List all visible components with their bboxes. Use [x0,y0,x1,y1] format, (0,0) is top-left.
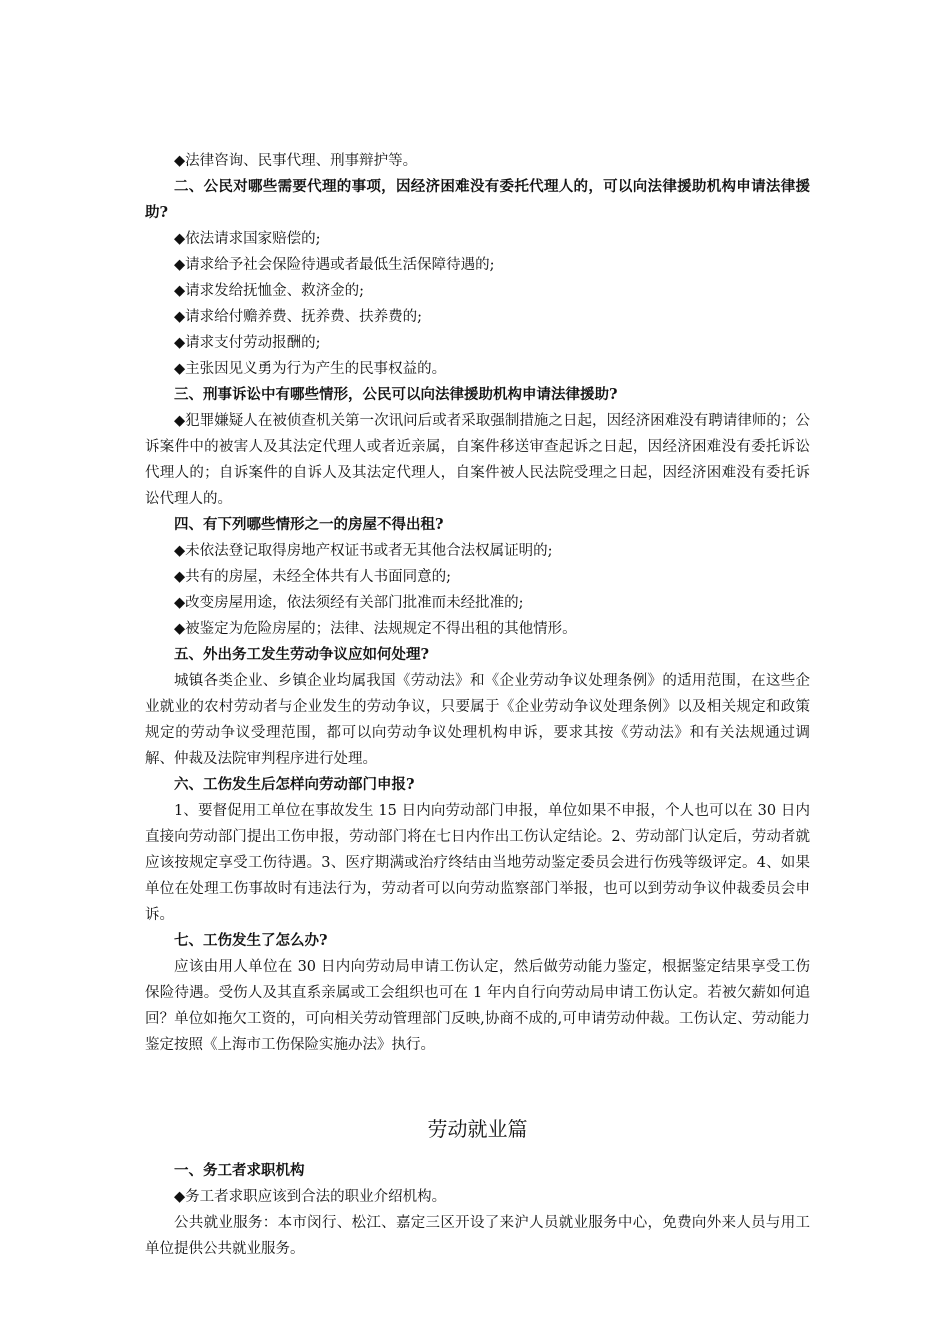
bullet-q2-3: ◆请求发给抚恤金、救济金的; [174,283,365,299]
paragraph-q5: 城镇各类企业、乡镇企业均属我国《劳动法》和《企业劳动争议处理条例》的适用范围，在这些企业就业的农村劳动者与企业发生的劳动争议，只要属于《企业劳动争议处理条例》以及相关规定和政策规定的劳动争议受理范围，都可以向劳动争议处理机构申诉，要求其按《劳动法》和有关法规通过调解、仲裁及法院审判程序进行处理。 [145,673,810,767]
heading-employment-1: 一、务工者求职机构 [174,1162,305,1179]
paragraph-q7: 应该由用人单位在 30 日内向劳动局申请工伤认定，然后做劳动能力鉴定，根据鉴定结果享受工伤保险待遇。受伤人及其直系亲属或工会组织也可在 1 年内自行向劳动局申请工伤认定。若被欠薪如何追回？单位如拖欠工资的，可向相关劳动管理部门反映,协商不成的,可申请劳动仲裁。工伤认定、劳动能力鉴定按照《上海市工伤保险实施办法》执行。 [145,959,810,1053]
paragraph-q6: 1、要督促用工单位在事故发生 15 日内向劳动部门申报，单位如果不申报，个人也可以在 30 日内直接向劳动部门提出工伤申报，劳动部门将在七日内作出工伤认定结论。2、劳动部门认定后，劳动者就应该按规定享受工伤待遇。3、医疗期满或治疗终结由当地劳动鉴定委员会进行伤残等级评定。4、如果单位在处理工伤事故时有违法行为，劳动者可以向劳动监察部门举报，也可以到劳动争议仲裁委员会申诉。 [145,803,810,923]
heading-q7: 七、工伤发生了怎么办? [174,932,328,949]
bullet-q2-2: ◆请求给予社会保险待遇或者最低生活保障待遇的; [174,257,495,273]
bullet-legal-consult: ◆法律咨询、民事代理、刑事辩护等。 [174,153,418,169]
bullet-q4-4: ◆被鉴定为危险房屋的；法律、法规规定不得出租的其他情形。 [174,621,577,637]
bullet-employment-1: ◆务工者求职应该到合法的职业介绍机构。 [174,1189,447,1205]
document-body [145,148,810,1262]
bullet-q2-1: ◆依法请求国家赔偿的; [174,231,321,247]
heading-q4: 四、有下列哪些情形之一的房屋不得出租? [174,516,444,533]
heading-q6: 六、工伤发生后怎样向劳动部门申报? [174,776,415,793]
bullet-q2-6: ◆主张因见义勇为行为产生的民事权益的。 [174,361,447,377]
heading-q5: 五、外出务工发生劳动争议应如何处理? [174,646,429,663]
bullet-q4-3: ◆改变房屋用途，依法须经有关部门批准而未经批准的; [174,595,524,611]
heading-q3: 三、刑事诉讼中有哪些情形，公民可以向法律援助机构申请法律援助? [174,386,618,403]
bullet-q2-5: ◆请求支付劳动报酬的; [174,335,321,351]
bullet-q4-1: ◆未依法登记取得房地产权证书或者无其他合法权属证明的; [174,543,553,559]
paragraph-q3: ◆犯罪嫌疑人在被侦查机关第一次讯问后或者采取强制措施之日起，因经济困难没有聘请律师的；公诉案件中的被害人及其法定代理人或者近亲属，自案件移送审查起诉之日起，因经济困难没有委托诉讼代理人的；自诉案件的自诉人及其法定代理人，自案件被人民法院受理之日起，因经济困难没有委托诉讼代理人的。 [145,413,810,507]
section-title: 劳动就业篇 [427,1117,528,1141]
bullet-q2-4: ◆请求给付赡养费、抚养费、扶养费的; [174,309,423,325]
heading-q2: 二、公民对哪些需要代理的事项，因经济困难没有委托代理人的，可以向法律援助机构申请法律援助? [145,178,810,221]
bullet-q4-2: ◆共有的房屋，未经全体共有人书面同意的; [174,569,452,585]
paragraph-employment-1: 公共就业服务：本市闵行、松江、嘉定三区开设了来沪人员就业服务中心，免费向外来人员与用工单位提供公共就业服务。 [145,1215,810,1257]
